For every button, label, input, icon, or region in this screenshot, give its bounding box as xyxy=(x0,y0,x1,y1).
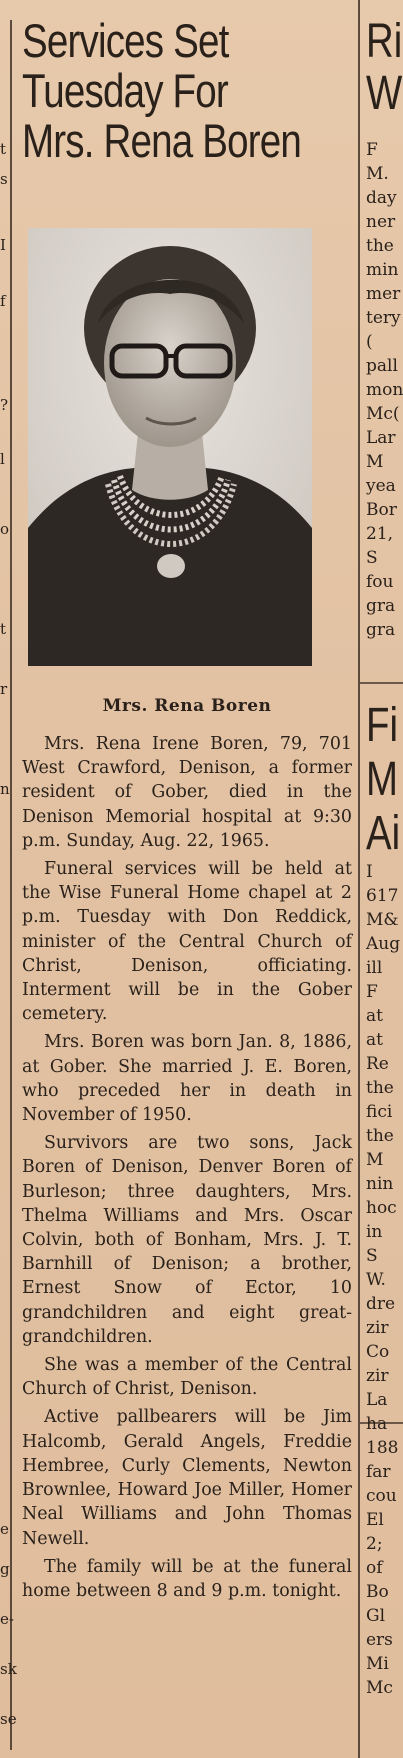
column-rule-right xyxy=(358,0,360,1758)
photo-caption: Mrs. Rena Boren xyxy=(102,696,272,716)
right-text-fragment: ner xyxy=(366,212,396,232)
right-text-fragment: hoc xyxy=(366,1198,397,1218)
article-paragraph: Survivors are two sons, Jack Boren of Denison, Denver Boren of Burleson; three daughters, Mrs. Thelma Williams and Mrs. Oscar Colvin, both of Bonham, Mrs. J. T. Barnhill of Denison; a brother, Ernest Snow of Ector, 10 grandchildren and eight great-grandchildren. xyxy=(22,1133,352,1347)
article-paragraph: Active pallbearers will be Jim Halcomb, Gerald Angels, Freddie Hembree, Curly Clements, Newton Brownlee, Howard Joe Miller, Homer Neal Williams and John Thomas Newell. xyxy=(22,1407,352,1549)
right-text-fragment: the xyxy=(366,236,394,256)
right-text-fragment: W. xyxy=(366,1270,386,1290)
left-text-fragment: se xyxy=(0,1710,17,1728)
right-text-fragment: min xyxy=(366,260,399,280)
left-column-fragment xyxy=(0,0,17,1758)
right-text-fragment: El xyxy=(366,1510,384,1530)
article-body xyxy=(22,732,352,1607)
right-text-fragment: F xyxy=(366,140,378,160)
right-text-fragment: dre xyxy=(366,1294,396,1314)
right-headline-fragment: Fi xyxy=(366,699,398,752)
right-text-fragment: mon xyxy=(366,380,403,400)
left-text-fragment: ? xyxy=(0,396,9,414)
left-text-fragment: r xyxy=(0,680,8,698)
column-rule-left xyxy=(10,20,12,1750)
right-text-fragment: of xyxy=(366,1558,383,1578)
right-headline-fragment: M xyxy=(366,753,398,806)
left-text-fragment: s xyxy=(0,170,8,188)
article-paragraph: The family will be at the funeral home between 8 and 9 p.m. tonight. xyxy=(22,1556,352,1601)
right-headline-fragment: Ai xyxy=(366,807,401,860)
right-text-fragment: M& xyxy=(366,910,399,930)
right-text-fragment: fici xyxy=(366,1102,393,1122)
left-text-fragment: o xyxy=(0,520,10,538)
right-text-fragment: pall xyxy=(366,356,398,376)
right-text-fragment: Gl xyxy=(366,1606,386,1626)
right-text-fragment: ( xyxy=(366,332,373,352)
right-text-fragment: tery xyxy=(366,308,401,328)
right-text-fragment: at xyxy=(366,1030,383,1050)
right-text-fragment: Re xyxy=(366,1054,389,1074)
right-text-fragment: La xyxy=(366,1390,388,1410)
right-text-fragment: day xyxy=(366,188,397,208)
right-text-fragment: the xyxy=(366,1078,394,1098)
article-paragraph: Funeral services will be held at the Wise Funeral Home chapel at 2 p.m. Tuesday with Don Reddick, minister of the Central Church of Christ, Denison, officiating. Interment will be in the Gober cemetery. xyxy=(22,859,352,1025)
right-text-fragment: nin xyxy=(366,1174,394,1194)
right-text-fragment: F xyxy=(366,982,378,1002)
right-text-fragment: 617 xyxy=(366,886,399,906)
right-text-fragment: ha xyxy=(366,1414,388,1434)
portrait-photo xyxy=(28,228,312,666)
right-text-fragment: Bo xyxy=(366,1582,389,1602)
headline-line: Mrs. Rena Boren xyxy=(22,114,302,167)
right-text-fragment: Mc( xyxy=(366,404,400,424)
left-text-fragment: g xyxy=(0,1560,10,1578)
right-text-fragment: gra xyxy=(366,596,396,616)
right-text-fragment: 2; xyxy=(366,1534,383,1554)
right-text-fragment: gra xyxy=(366,620,396,640)
right-headline-fragment: Ri xyxy=(366,15,403,68)
right-text-fragment: M. xyxy=(366,164,389,184)
right-text-fragment: yea xyxy=(366,476,396,496)
left-text-fragment: l xyxy=(0,450,5,468)
right-text-fragment: 188 xyxy=(366,1438,399,1458)
right-column-fragment xyxy=(362,0,403,1758)
right-text-fragment: 21, xyxy=(366,524,394,544)
right-headline-fragment: W xyxy=(366,67,403,120)
article-paragraph: Mrs. Boren was born Jan. 8, 1886, at Gober. She married J. E. Boren, who preceded her in death in November of 1950. xyxy=(22,1032,352,1126)
right-text-fragment: M xyxy=(366,452,384,472)
right-text-fragment: the xyxy=(366,1126,394,1146)
portrait-image xyxy=(28,228,312,666)
right-text-fragment: ers xyxy=(366,1630,393,1650)
left-text-fragment: sk xyxy=(0,1660,17,1678)
right-text-fragment: zir xyxy=(366,1366,389,1386)
right-text-fragment: I xyxy=(366,862,373,882)
left-text-fragment: t xyxy=(0,620,7,638)
left-text-fragment: f xyxy=(0,292,6,310)
left-text-fragment: e xyxy=(0,1520,9,1538)
right-text-fragment: cou xyxy=(366,1486,397,1506)
right-text-fragment: S xyxy=(366,548,378,568)
right-text-fragment: fou xyxy=(366,572,394,592)
right-text-fragment: Aug xyxy=(366,934,401,954)
right-text-fragment: Mi xyxy=(366,1654,389,1674)
right-text-fragment: M xyxy=(366,1150,384,1170)
headline-line: Tuesday For xyxy=(22,64,228,117)
left-text-fragment: t xyxy=(0,140,7,158)
article-paragraph: She was a member of the Central Church of Christ, Denison. xyxy=(22,1355,352,1400)
left-text-fragment: e- xyxy=(0,1610,14,1628)
right-text-fragment: ill xyxy=(366,958,383,978)
article-paragraph: Mrs. Rena Irene Boren, 79, 701 West Crawford, Denison, a former resident of Gober, died in the Denison Memorial hospital at 9:30 p.m. Sunday, Aug. 22, 1965. xyxy=(22,734,352,851)
right-text-fragment: S xyxy=(366,1246,378,1266)
headline-line: Services Set xyxy=(22,14,229,67)
right-text-fragment: far xyxy=(366,1462,391,1482)
left-text-fragment: n xyxy=(0,780,10,798)
right-text-fragment: in xyxy=(366,1222,383,1242)
right-text-fragment: mer xyxy=(366,284,401,304)
right-text-fragment: Co xyxy=(366,1342,390,1362)
right-text-fragment: zir xyxy=(366,1318,389,1338)
article-headline xyxy=(22,14,302,167)
right-text-fragment: at xyxy=(366,1006,383,1026)
left-text-fragment: I xyxy=(0,236,6,254)
right-text-fragment: Lar xyxy=(366,428,396,448)
right-text-fragment: Bor xyxy=(366,500,397,520)
right-text-fragment: Mc xyxy=(366,1678,393,1698)
